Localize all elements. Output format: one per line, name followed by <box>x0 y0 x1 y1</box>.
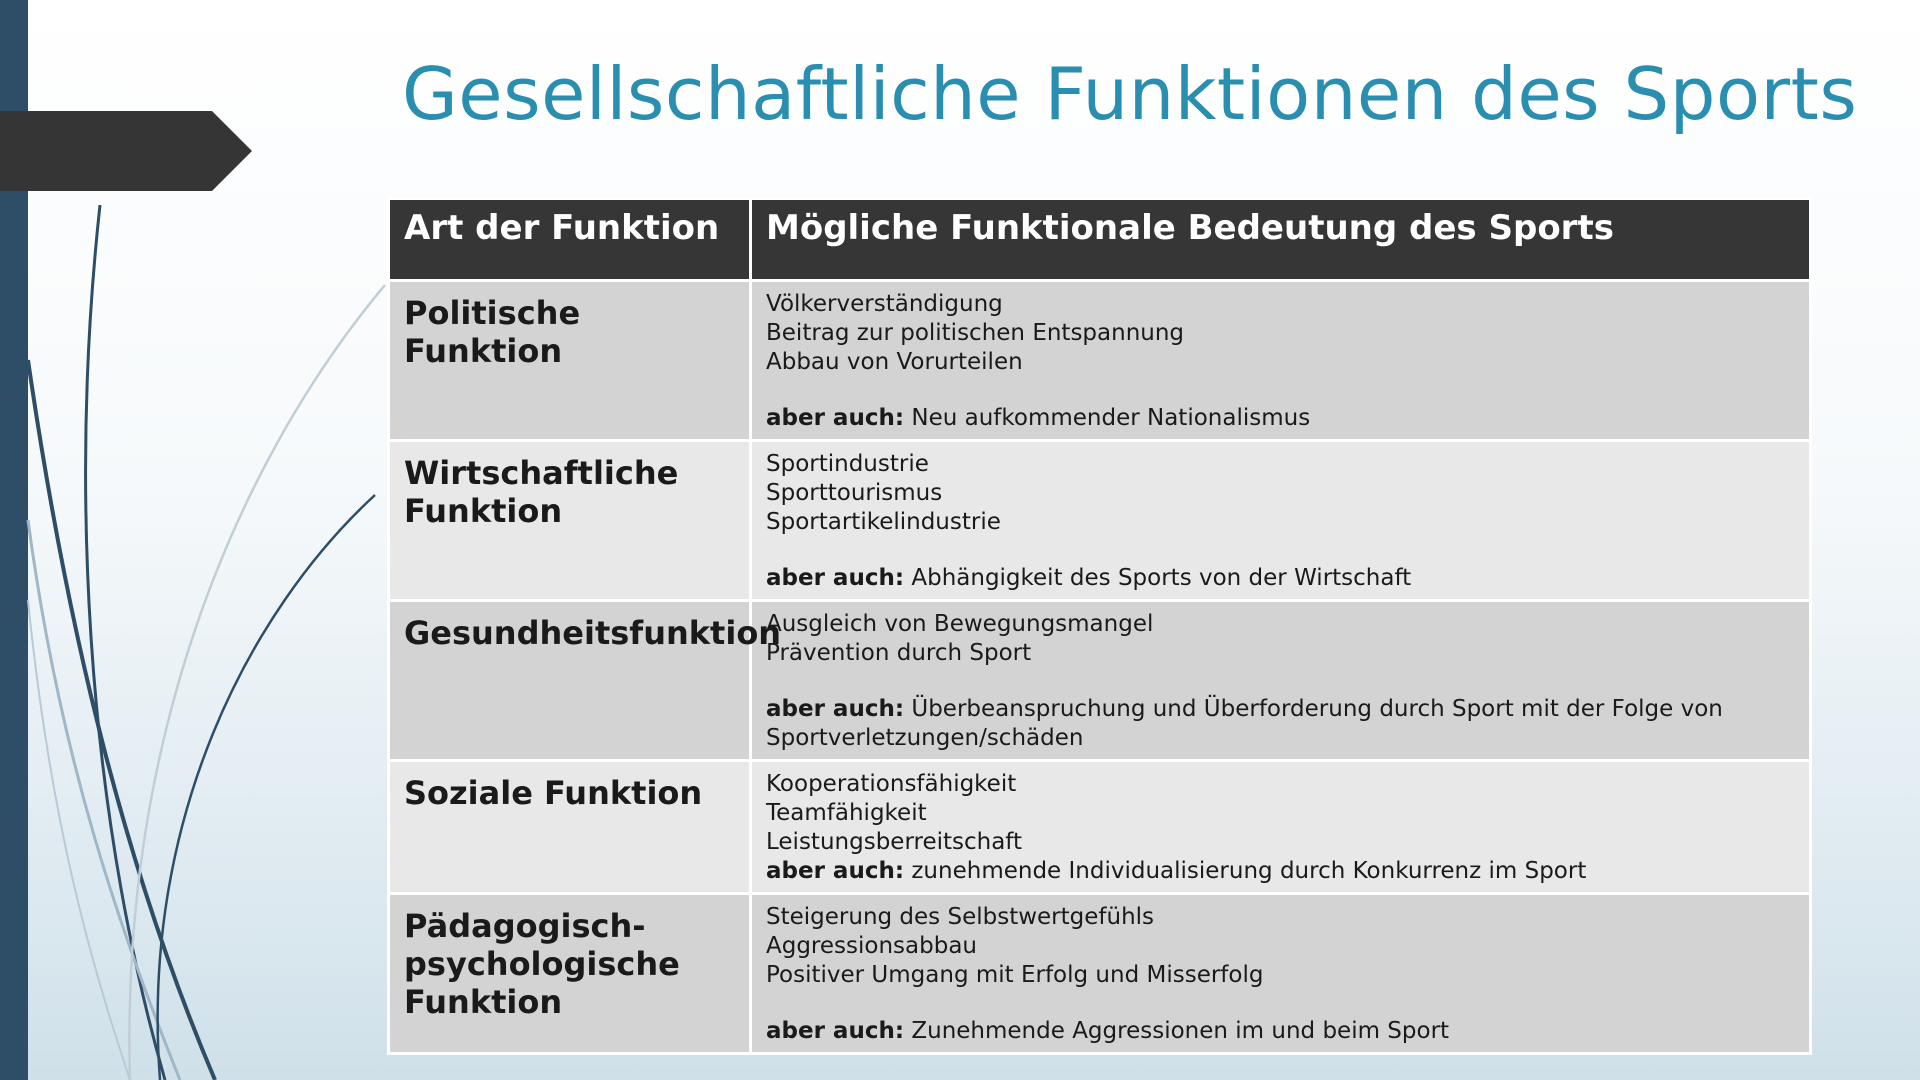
functions-table <box>387 197 1812 1055</box>
caveat-line <box>766 857 1795 886</box>
caveat-label: aber auch: <box>766 858 905 884</box>
arrow-tab-decoration <box>0 111 252 191</box>
table-row <box>389 441 1811 601</box>
list-item: Beitrag zur politischen Entspannung <box>766 320 1185 346</box>
table-row <box>389 601 1811 761</box>
list-item: Sportartikelindustrie <box>766 509 1001 535</box>
row-label: Politische Funktion <box>389 281 751 441</box>
header-art-der-funktion: Art der Funktion <box>389 199 751 281</box>
caveat-text: Überbeanspruchung und Überforderung durch Sport mit der Folge von Sportverletzungen/schäden <box>766 696 1723 751</box>
header-bedeutung: Mögliche Funktionale Bedeutung des Sports <box>751 199 1811 281</box>
list-item: Steigerung des Selbstwertgefühls <box>766 904 1155 930</box>
row-label: Wirtschaftliche Funktion <box>389 441 751 601</box>
table-row <box>389 894 1811 1054</box>
row-content <box>751 601 1811 761</box>
list-item: Positiver Umgang mit Erfolg und Misserfolg <box>766 962 1264 988</box>
list-item: Ausgleich von Bewegungsmangel <box>766 611 1154 637</box>
row-label: Pädagogisch-psychologische Funktion <box>389 894 751 1054</box>
caveat-label: aber auch: <box>766 565 905 591</box>
caveat-line <box>766 564 1795 593</box>
caveat-line <box>766 695 1795 753</box>
row-label: Gesundheitsfunktion <box>389 601 751 761</box>
caveat-label: aber auch: <box>766 1018 905 1044</box>
list-item: Prävention durch Sport <box>766 640 1032 666</box>
row-content <box>751 441 1811 601</box>
caveat-text: Neu aufkommender Nationalismus <box>911 405 1311 431</box>
caveat-text: Abhängigkeit des Sports von der Wirtschaft <box>911 565 1412 591</box>
caveat-label: aber auch: <box>766 405 905 431</box>
list-item: Sporttourismus <box>766 480 943 506</box>
list-item: Abbau von Vorurteilen <box>766 349 1023 375</box>
functions-table-container <box>387 197 1812 1055</box>
table-row <box>389 281 1811 441</box>
caveat-line <box>766 1017 1795 1046</box>
list-item: Sportindustrie <box>766 451 929 477</box>
caveat-text: Zunehmende Aggressionen im und beim Sport <box>911 1018 1450 1044</box>
caveat-line <box>766 404 1795 433</box>
list-item: Völkerverständigung <box>766 291 1003 317</box>
list-item: Leistungsberreitschaft <box>766 829 1023 855</box>
caveat-text: zunehmende Individualisierung durch Konkurrenz im Sport <box>911 858 1587 884</box>
table-row <box>389 761 1811 894</box>
table-header-row <box>389 199 1811 281</box>
list-item: Aggressionsabbau <box>766 933 977 959</box>
row-content <box>751 894 1811 1054</box>
slide-title: Gesellschaftliche Funktionen des Sports <box>402 52 1858 136</box>
list-item: Teamfähigkeit <box>766 800 927 826</box>
caveat-label: aber auch: <box>766 696 905 722</box>
row-content <box>751 281 1811 441</box>
list-item: Kooperationsfähigkeit <box>766 771 1017 797</box>
row-content <box>751 761 1811 894</box>
row-label: Soziale Funktion <box>389 761 751 894</box>
